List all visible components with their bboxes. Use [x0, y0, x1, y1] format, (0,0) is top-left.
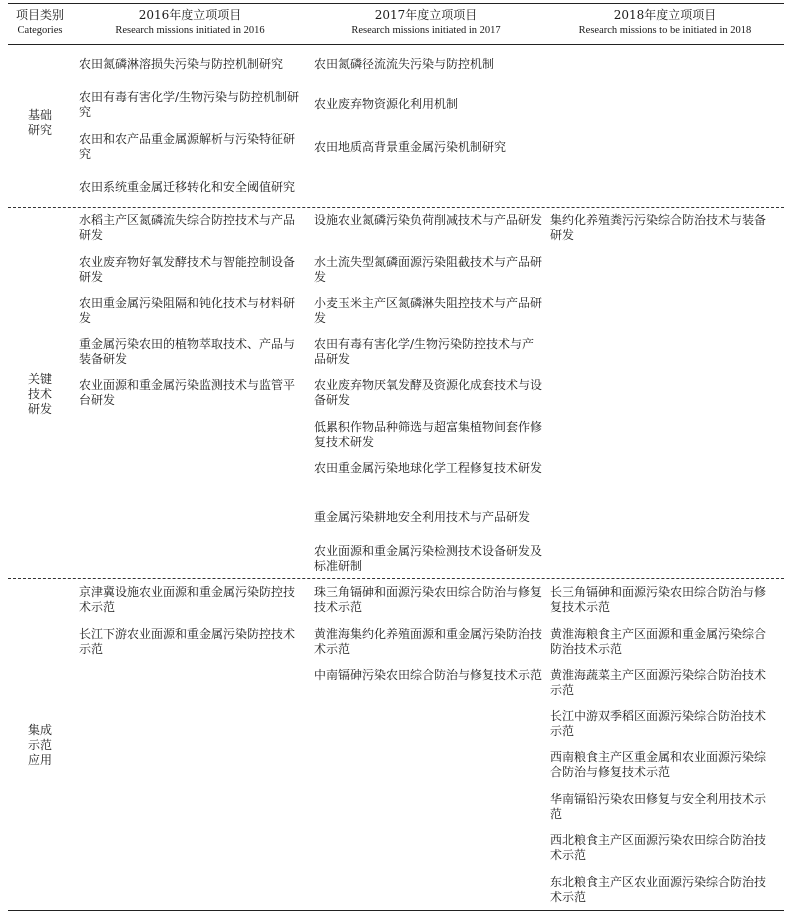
list-item: 农田和农产品重金属源解析与污染特征研究 — [79, 132, 296, 161]
header-2017-en: Research missions initiated in 2017 — [351, 25, 501, 36]
list-item: 农业废弃物资源化利用机制 — [314, 97, 459, 111]
list-item: 农业废弃物好氧发酵技术与智能控制设备研发 — [79, 255, 296, 284]
list-item: 农业面源和重金属污染检测技术设备研发及标准研制 — [314, 544, 543, 573]
header-2018-en: Research missions to be initiated in 2018 — [578, 25, 752, 36]
list-item: 农业废弃物厌氧发酵及资源化成套技术与设备研发 — [314, 378, 543, 407]
category-label-line: 示范 — [27, 738, 52, 752]
header-2016 — [76, 8, 304, 38]
section-divider-2 — [8, 578, 784, 579]
section-divider-1 — [8, 207, 784, 208]
list-item: 农田地质高背景重金属污染机制研究 — [314, 140, 507, 154]
category-basic-research — [8, 108, 72, 138]
list-item: 黄淮海粮食主产区面源和重金属污染综合防治技术示范 — [550, 627, 767, 656]
list-item: 农业面源和重金属污染监测技术与监管平台研发 — [79, 378, 296, 407]
list-item: 西南粮食主产区重金属和农业面源污染综合防治与修复技术示范 — [550, 750, 767, 779]
list-item: 农田重金属污染阻隔和钝化技术与材料研发 — [79, 296, 296, 325]
table-bottom-rule — [8, 910, 784, 911]
list-item: 水土流失型氮磷面源污染阻截技术与产品研发 — [314, 255, 543, 284]
list-item: 长江下游农业面源和重金属污染防控技术示范 — [79, 627, 296, 656]
header-bottom-rule — [8, 44, 784, 45]
header-2018 — [546, 8, 784, 38]
category-label-line: 技术 — [27, 387, 52, 401]
category-label-line: 研发 — [27, 402, 52, 416]
header-category-zh: 项目类别 — [15, 8, 64, 22]
list-item: 华南镉铅污染农田修复与安全利用技术示范 — [550, 792, 767, 821]
header-2017 — [310, 8, 542, 38]
header-2017-zh: 2017年度立项项目 — [374, 8, 478, 22]
list-item: 农田有毒有害化学/生物污染防控技术与产品研发 — [314, 337, 535, 366]
list-item: 京津冀设施农业面源和重金属污染防控技术示范 — [79, 585, 296, 614]
header-2018-zh: 2018年度立项项目 — [613, 8, 717, 22]
header-2016-zh: 2016年度立项项目 — [138, 8, 242, 22]
header-category-en: Categories — [17, 25, 63, 36]
category-label-line: 应用 — [27, 753, 52, 767]
category-label-line: 研究 — [27, 123, 52, 137]
list-item: 设施农业氮磷污染负荷削减技术与产品研发 — [314, 213, 543, 227]
list-item: 黄淮海蔬菜主产区面源污染综合防治技术示范 — [550, 668, 767, 697]
list-item: 水稻主产区氮磷流失综合防控技术与产品研发 — [79, 213, 296, 242]
list-item: 重金属污染农田的植物萃取技术、产品与装备研发 — [79, 337, 296, 366]
list-item: 农田氮磷径流流失污染与防控机制 — [314, 57, 495, 71]
list-item: 东北粮食主产区农业面源污染综合防治技术示范 — [550, 875, 767, 904]
table-top-rule — [8, 3, 784, 4]
list-item: 黄淮海集约化养殖面源和重金属污染防治技术示范 — [314, 627, 543, 656]
list-item: 低累积作物品种筛选与超富集植物间套作修复技术研发 — [314, 420, 543, 449]
list-item: 西北粮食主产区面源污染农田综合防治技术示范 — [550, 833, 767, 862]
list-item: 农田重金属污染地球化学工程修复技术研发 — [314, 461, 543, 475]
list-item: 农田系统重金属迁移转化和安全阈值研究 — [79, 180, 296, 194]
list-item: 中南镉砷污染农田综合防治与修复技术示范 — [314, 668, 543, 682]
list-item: 小麦玉米主产区氮磷淋失阻控技术与产品研发 — [314, 296, 543, 325]
category-key-technology — [8, 372, 72, 417]
category-integrated-demonstration — [8, 723, 72, 768]
list-item: 长江中游双季稻区面源污染综合防治技术示范 — [550, 709, 767, 738]
list-item: 珠三角镉砷和面源污染农田综合防治与修复技术示范 — [314, 585, 543, 614]
list-item: 农田氮磷淋溶损失污染与防控机制研究 — [79, 57, 284, 71]
list-item: 集约化养殖粪污污染综合防治技术与装备研发 — [550, 213, 767, 242]
category-label-line: 集成 — [27, 723, 52, 737]
list-item: 重金属污染耕地安全利用技术与产品研发 — [314, 510, 531, 524]
list-item: 农田有毒有害化学/生物污染与防控机制研究 — [79, 90, 300, 119]
category-label-line: 关键 — [27, 372, 52, 386]
category-label-line: 基础 — [27, 108, 52, 122]
header-2016-en: Research missions initiated in 2016 — [115, 25, 265, 36]
list-item: 长三角镉砷和面源污染农田综合防治与修复技术示范 — [550, 585, 767, 614]
header-category — [8, 8, 72, 38]
